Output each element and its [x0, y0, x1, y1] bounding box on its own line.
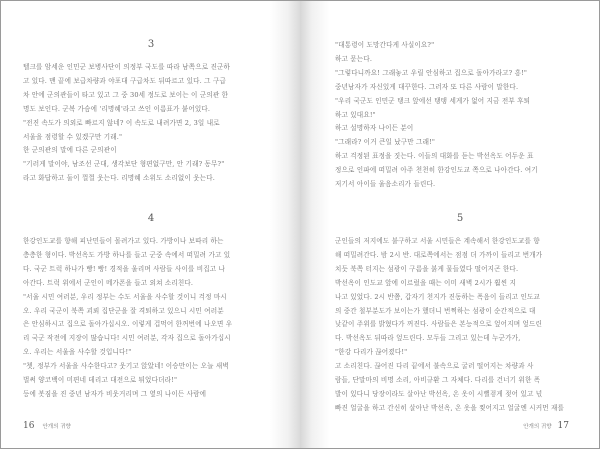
page-footer: [23, 421, 71, 431]
section-number: 5: [456, 213, 464, 224]
section-text: [23, 235, 279, 402]
section-text: [23, 61, 279, 186]
text-line: "기러게 말이야, 남조선 군대, 생각보단 형편없구만, 안 기래? 동무?": [23, 160, 225, 169]
text-line: 차 안에 군의관들이 타고 있고 그 중 30세 정도로 보이는 이 군의관 한: [23, 90, 229, 99]
page-number: 17: [557, 421, 569, 431]
section-number: 3: [147, 39, 155, 50]
text-line: 리 국군 작전에 지장이 많습니다! 시민 여러분, 각자 집으로 돌아가십시: [23, 334, 231, 343]
section-3: [23, 39, 279, 186]
text-line: 서울을 점령할 수 있겠구만 기래.": [23, 132, 123, 141]
text-line: 빠진 얼굴을 하고 간신히 살아난 박선옥, 온 옷을 찢어지고 얼굴엔 시커먼 재를: [335, 403, 565, 412]
text-line: 저기서 아이들 울음소리가 들린다.: [335, 180, 436, 189]
section-number: 4: [147, 213, 155, 224]
text-line: 아간다. 트럭 위에서 군인이 메가폰을 들고 외쳐 소리친다.: [23, 278, 194, 287]
text-line: 오. 우리는 서울을 사수할 것입니다!": [23, 348, 132, 357]
text-line: "그래라? 이거 큰일 났구만 그래!": [335, 138, 436, 147]
text-line: 하고 걱정된 표정을 짓는다. 이들의 대화를 듣는 박선옥도 어두운 표: [335, 152, 534, 161]
text-line: "쳇, 정부가 서울을 사수한다고? 웃기고 앉았네! 이승만이는 오늘 새벽: [23, 362, 229, 371]
text-line: 은 안심하시고 집으로 돌아가십시오. 이렇게 겁먹어 한꺼번에 나오면 우: [23, 320, 233, 329]
text-line: 정으로 인파에 떠밀려 아주 천천히 한강인도교 쪽으로 나아간다. 여기: [335, 166, 538, 175]
right-page: [300, 1, 599, 448]
text-line: 고 있다. 맨 끝에 보급차량과 야포대 구급차도 뒤따르고 있다. 그 구급: [23, 76, 226, 85]
page-footer: [523, 421, 569, 431]
text-line: 오. 우리 국군이 북쪽 괴뢰 집단군을 잘 격퇴하고 있으니 시민 여러분: [23, 306, 224, 315]
running-title: 안개의 귀향: [523, 424, 552, 430]
text-line: 치듯 북쪽 터지는 섬광이 구름을 붉게 물들였다 떨어지곤 한다.: [335, 264, 519, 273]
text-line: 해 떠밀려간다. 밤 2시 반. 대로쪽에서는 점점 더 가까이 들리고 번개가: [335, 250, 543, 259]
text-line: 명도 보인다. 군복 가슴에 '리명혜'라고 쓰인 이름표가 붙어있다.: [23, 104, 211, 113]
text-line: 하고 설명하자 나이든 분이: [335, 124, 414, 133]
text-line: 중년남자가 자신있게 대꾸한다. 그러자 또 다른 사람이 말한다.: [335, 82, 519, 91]
text-line: 람들, 단말마의 비명 소리, 아비규환 그 자체다. 다리를 건너기 위한 폭: [335, 376, 541, 385]
text-line: 텔크를 암세운 인민군 보병사단이 의정부 국도를 따라 남쪽으로 진군하: [23, 63, 231, 71]
text-line: "대통령이 도망간다게 사실이요?": [335, 41, 435, 49]
text-line: 박선옥이 인도교 앞에 이르렀을 때는 이미 새벽 2시가 훨씬 지: [335, 278, 517, 287]
running-title: 안개의 귀향: [42, 424, 71, 430]
text-line: "그렇다니까요! 그래놓고 우릴 안심하고 집으로 돌아가라고? 흥!": [335, 68, 528, 77]
text-line: 라고 화답하고 둘이 껄껄 웃는다. 리명혜 소위도 소리없이 웃는다.: [23, 174, 215, 183]
text-line: "전진 속도가 의외로 빠르지 않네? 이 속도로 내려가면 2, 3일 내로: [23, 118, 220, 127]
text-line: 한강인도교를 향해 피난민들이 몰려가고 있다. 가방이나 보따리 하는: [23, 237, 224, 245]
left-page: [1, 1, 300, 448]
text-line: 나고 있었다. 2시 반쯤, 갑자기 천지가 진동하는 폭음이 들리고 인도교: [335, 292, 541, 301]
text-line: 층층한 형이다. 박선옥도 가방 하나를 들고 군중 속에서 떠밀려 가고 있: [23, 250, 231, 259]
text-line: 고 소리친다. 끊어진 다리 끝에서 불속으로 굴러 떨어지는 차량과 사: [335, 362, 534, 371]
text-line: "우리 국군도 인민군 탱크 앞에선 탱탱 세게가 없어 지금 전부 후퇴: [335, 96, 531, 105]
section-5: [335, 213, 585, 416]
text-line: "서울 시민 여러분, 우리 정부는 수도 서울을 사수할 것이니 걱정 마시: [23, 292, 227, 301]
text-line: 다. 국군 트럭 하나가 빵! 빵! 경적을 울리며 사람들 사이를 비집고 나: [23, 264, 226, 273]
text-line: 낮같이 주위를 밝혔다가 꺼진다. 사람들은 본능적으로 엎어지며 엎드린: [335, 320, 543, 329]
text-line: "한강 다리가 끊어졌다!": [335, 348, 408, 357]
text-line: 다. 박선옥도 뒤따라 엎드린다. 모두들 그리고 있는데 누군가가,: [335, 334, 521, 343]
text-line: 하고 있대요!": [335, 110, 376, 119]
text-line: 의 중간 철부분도가 보이는가 했더니 번쩍하는 섬광이 순간적으로 대: [335, 306, 536, 315]
text-line: 군인들의 저지에도 불구하고 서울 시민들은 계속해서 한강인도교를 향: [335, 237, 540, 245]
section-text: [335, 39, 585, 192]
text-line: 하고 묻는다.: [335, 54, 373, 63]
text-line: 한 군의관의 말에 다른 군의관이: [23, 146, 117, 155]
page-number: 16: [23, 421, 35, 431]
section-4: [23, 213, 279, 402]
text-line: 벌써 양코백이 미편네 데리고 대전으로 튀었다더라!": [23, 376, 178, 385]
text-line: 발이 있다니 당장이라도 살아난 박선옥, 온 옷이 시뻘겋게 젖어 있고 넋: [335, 389, 543, 398]
section-continued: [335, 39, 585, 192]
section-text: [335, 235, 585, 416]
text-line: 등에 봇짐을 진 중년 남자가 비웃거리며 그 옆의 나이든 사람에: [23, 389, 207, 398]
